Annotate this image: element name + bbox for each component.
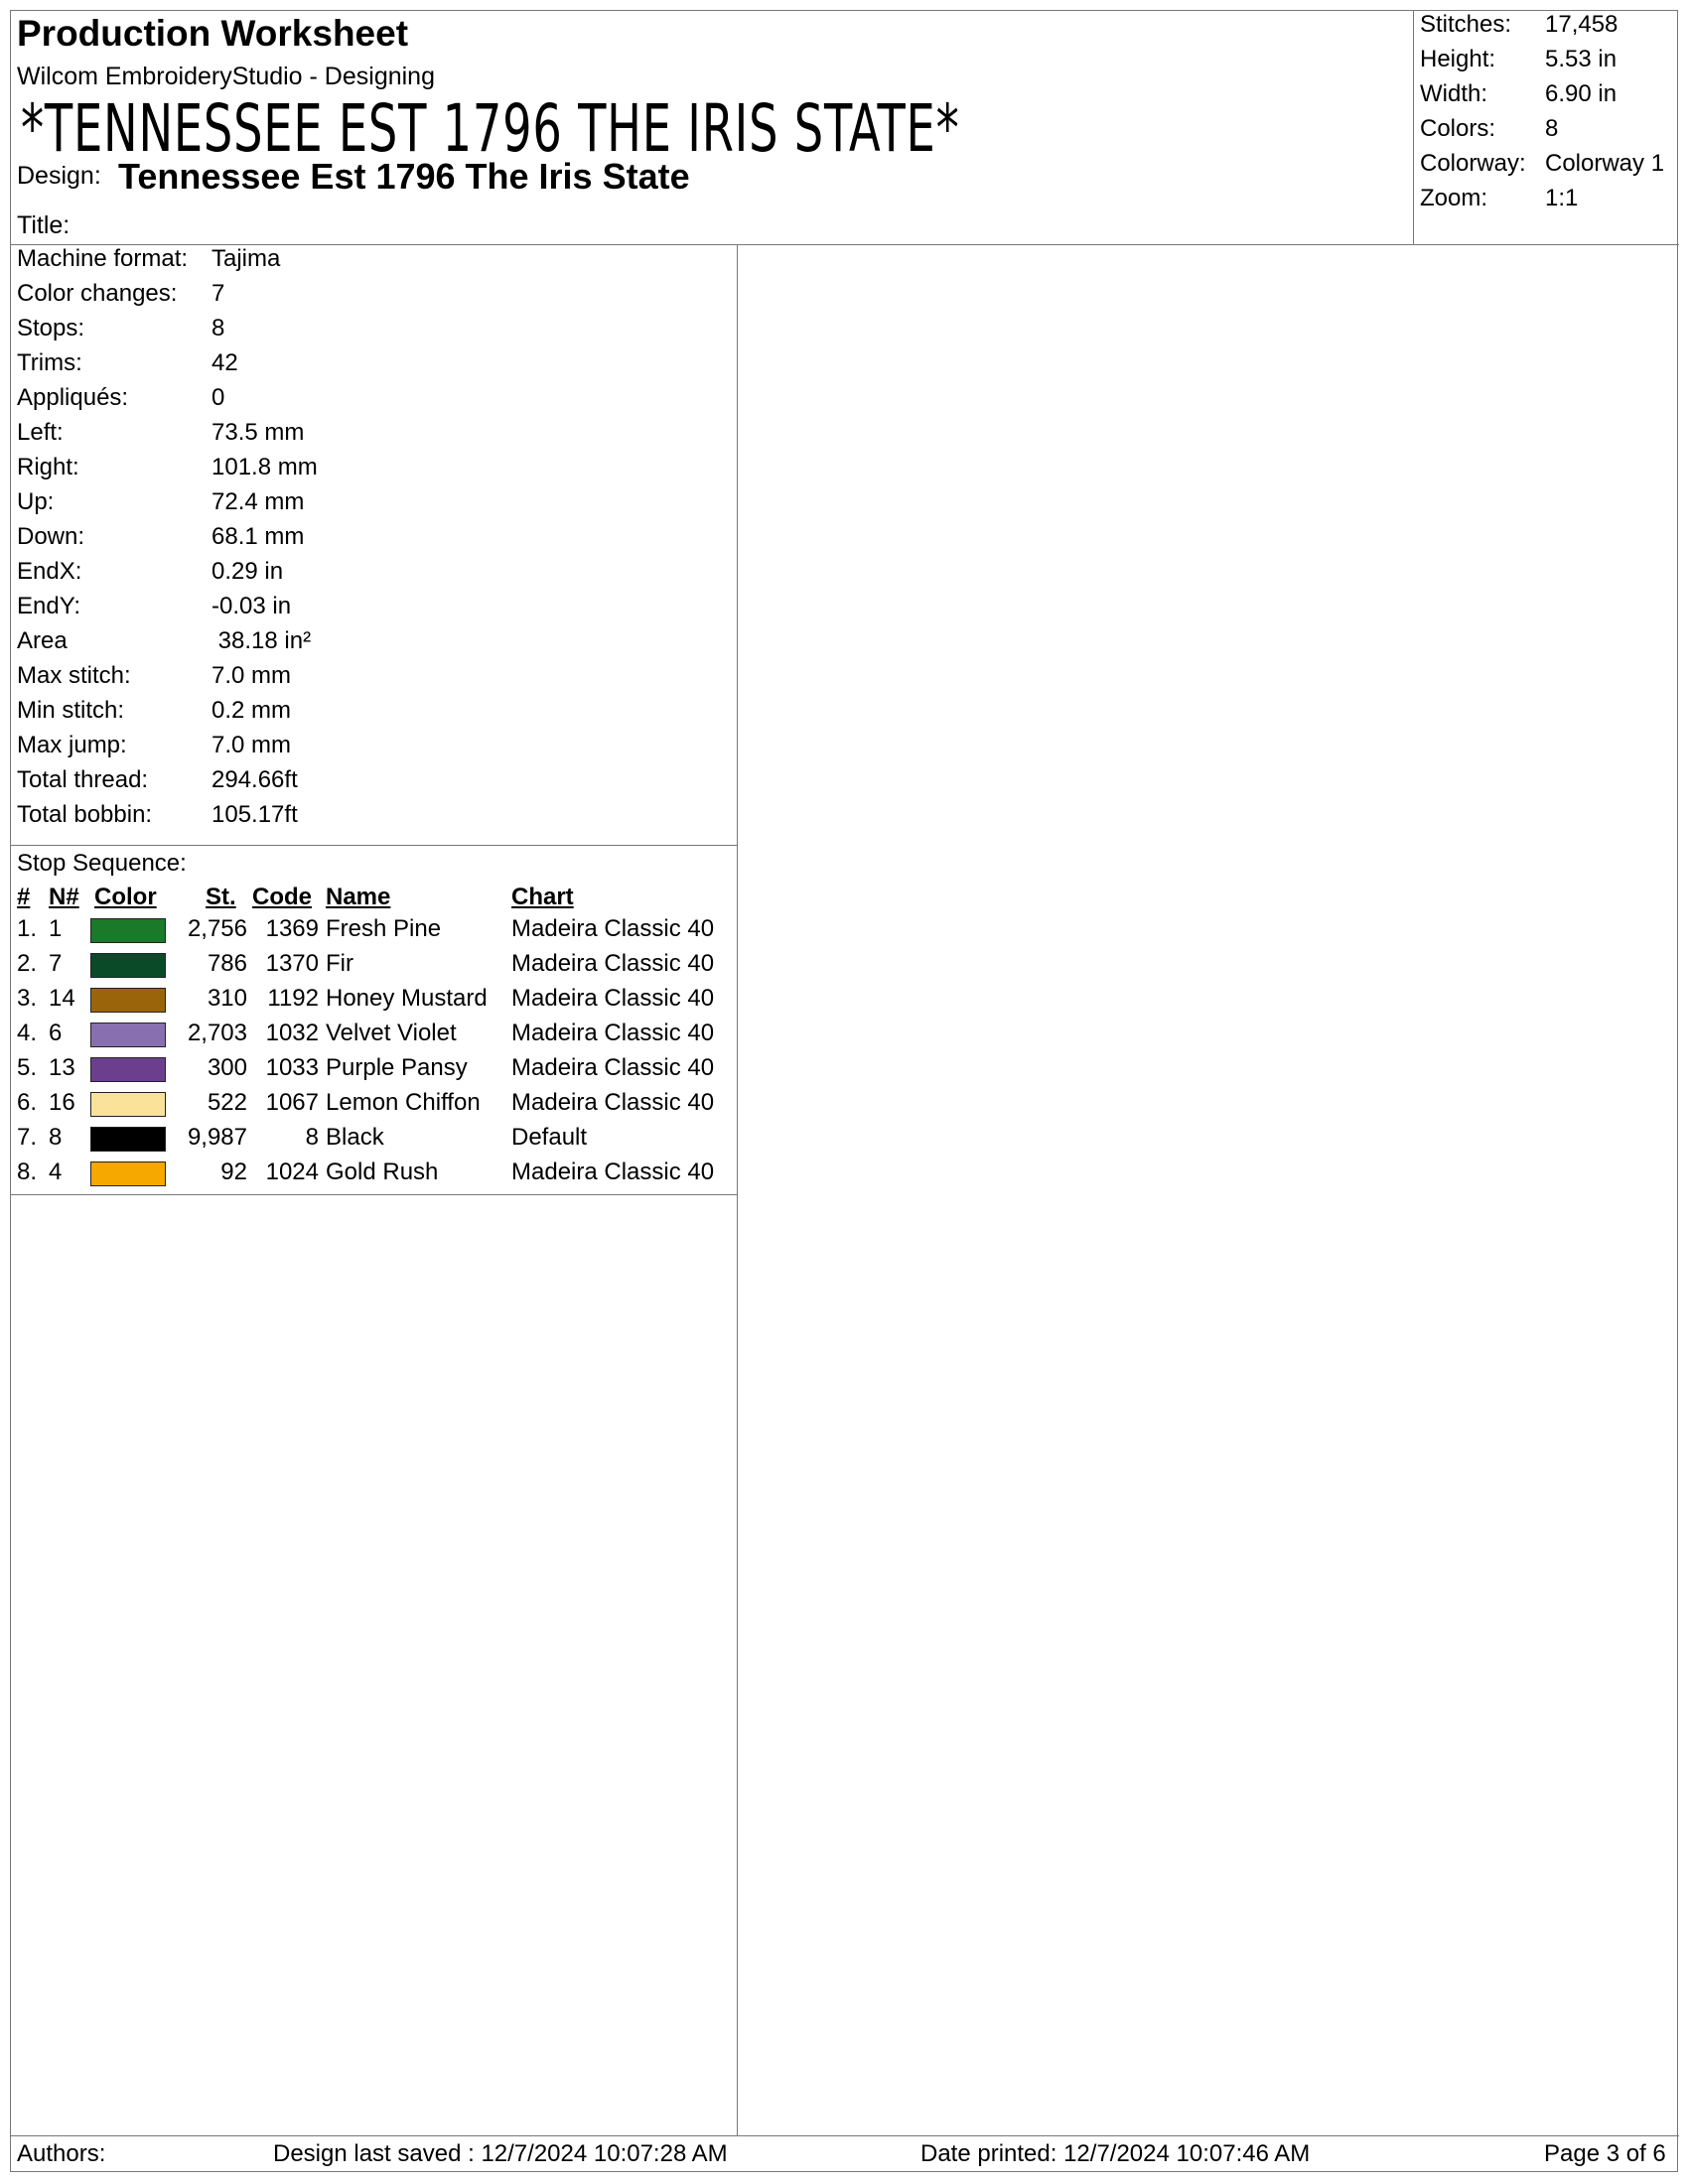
col-header-code: Code [252, 884, 312, 910]
stop-num: 4. [17, 1020, 38, 1046]
stop-code: 1370 [265, 950, 319, 977]
stop-name: Velvet Violet [326, 1020, 457, 1046]
col-header-stitches: St. [206, 884, 236, 910]
stat-value: 38.18 in² [211, 627, 312, 654]
stat-label: Color changes: [17, 280, 178, 307]
stop-code: 1032 [265, 1020, 319, 1046]
stat-value: 73.5 mm [211, 419, 305, 446]
stop-row [11, 1089, 738, 1124]
stop-code: 1067 [265, 1089, 319, 1116]
stop-num: 8. [17, 1159, 38, 1185]
stop-row [11, 1020, 738, 1054]
worksheet-header [11, 11, 1679, 245]
doc-title: Production Worksheet [17, 13, 409, 54]
stop-stitches: 786 [207, 950, 247, 977]
stat-label: Down: [17, 523, 85, 550]
stop-num: 5. [17, 1054, 38, 1081]
details-column [11, 245, 738, 2135]
stop-num: 3. [17, 985, 38, 1012]
stop-needle: 8 [49, 1124, 63, 1151]
stat-label: Max jump: [17, 732, 127, 758]
stop-needle: 6 [49, 1020, 63, 1046]
stat-label: Machine format: [17, 245, 189, 272]
stop-chart: Madeira Classic 40 [511, 1054, 715, 1081]
footer-authors: Authors: [17, 2140, 106, 2167]
stop-chart: Madeira Classic 40 [511, 1089, 715, 1116]
stop-name: Purple Pansy [326, 1054, 468, 1081]
worksheet-frame [10, 10, 1678, 2172]
stop-name: Fresh Pine [326, 915, 442, 942]
stop-stitches: 2,703 [187, 1020, 247, 1046]
stop-needle: 14 [49, 985, 75, 1012]
stat-label: Left: [17, 419, 64, 446]
stat-value: 0.29 in [211, 558, 284, 585]
stat-label: EndX: [17, 558, 82, 585]
stat-label: Appliqués: [17, 384, 129, 411]
stop-num: 7. [17, 1124, 38, 1151]
stop-num: 2. [17, 950, 38, 977]
footer-date-printed: Date printed: 12/7/2024 10:07:46 AM [920, 2140, 1311, 2167]
stop-stitches: 522 [207, 1089, 247, 1116]
stop-name: Gold Rush [326, 1159, 439, 1185]
stat-value: Tajima [211, 245, 281, 272]
color-swatch [90, 1092, 166, 1117]
stat-value: 72.4 mm [211, 488, 305, 515]
stop-needle: 1 [49, 915, 63, 942]
stop-code: 1024 [265, 1159, 319, 1185]
stop-code: 1369 [265, 915, 319, 942]
summary-value: 5.53 in [1545, 46, 1618, 72]
stop-code: 1192 [267, 985, 319, 1012]
stat-label: Area [17, 627, 68, 654]
stop-stitches: 9,987 [187, 1124, 247, 1151]
stop-name: Fir [326, 950, 353, 977]
col-header-color: Color [94, 884, 157, 910]
stop-needle: 4 [49, 1159, 63, 1185]
stat-value: 8 [211, 315, 225, 341]
stat-value: 0.2 mm [211, 697, 292, 724]
stat-value: 105.17ft [211, 801, 298, 828]
stat-value: -0.03 in [211, 593, 292, 619]
stat-label: Total bobbin: [17, 801, 153, 828]
worksheet-footer [11, 2135, 1679, 2171]
title-label: Title: [17, 211, 70, 239]
col-header-num: # [17, 884, 31, 910]
stop-row [11, 1124, 738, 1159]
summary-value: 8 [1545, 115, 1559, 142]
stat-label: Trims: [17, 349, 82, 376]
col-header-needle: N# [49, 884, 79, 910]
stop-chart: Madeira Classic 40 [511, 985, 715, 1012]
stop-row [11, 985, 738, 1020]
color-swatch [90, 918, 166, 943]
stop-stitches: 300 [207, 1054, 247, 1081]
stop-chart: Madeira Classic 40 [511, 915, 715, 942]
stat-label: Min stitch: [17, 697, 125, 724]
design-value: Tennessee Est 1796 The Iris State [118, 156, 690, 197]
stat-value: 101.8 mm [211, 454, 318, 480]
color-swatch [90, 1161, 166, 1186]
design-name-banner: *TENNESSEE EST 1796 THE IRIS STATE* [21, 90, 960, 167]
stop-name: Black [326, 1124, 384, 1151]
color-swatch [90, 1023, 166, 1047]
stat-value: 42 [211, 349, 238, 376]
stop-row [11, 950, 738, 985]
stop-chart: Madeira Classic 40 [511, 950, 715, 977]
stop-chart: Default [511, 1124, 588, 1151]
stat-value: 7.0 mm [211, 662, 292, 689]
summary-value: Colorway 1 [1545, 150, 1665, 177]
summary-label: Colors: [1420, 115, 1496, 142]
stop-code: 8 [305, 1124, 319, 1151]
stat-label: Right: [17, 454, 79, 480]
stat-label: Stops: [17, 315, 85, 341]
stat-label: Max stitch: [17, 662, 131, 689]
footer-last-saved: Design last saved : 12/7/2024 10:07:28 AM [273, 2140, 728, 2167]
machine-stats [11, 245, 738, 846]
stop-name: Lemon Chiffon [326, 1089, 481, 1116]
col-header-name: Name [326, 884, 391, 910]
stat-value: 294.66ft [211, 766, 298, 793]
stat-value: 7 [211, 280, 225, 307]
stop-row [11, 1159, 738, 1193]
stat-label: EndY: [17, 593, 81, 619]
summary-value: 17,458 [1545, 11, 1618, 38]
summary-value: 6.90 in [1545, 80, 1618, 107]
stop-row [11, 915, 738, 950]
stat-label: Up: [17, 488, 55, 515]
stop-sequence-title: Stop Sequence: [17, 850, 187, 877]
stop-num: 6. [17, 1089, 38, 1116]
stop-stitches: 310 [207, 985, 247, 1012]
stop-stitches: 2,756 [187, 915, 247, 942]
stat-value: 7.0 mm [211, 732, 292, 758]
stop-name: Honey Mustard [326, 985, 488, 1012]
stat-label: Total thread: [17, 766, 149, 793]
summary-label: Stitches: [1420, 11, 1512, 38]
col-header-chart: Chart [511, 884, 574, 910]
stat-value: 0 [211, 384, 225, 411]
stop-chart: Madeira Classic 40 [511, 1020, 715, 1046]
footer-page-number: Page 3 of 6 [1544, 2140, 1666, 2167]
design-label: Design: [17, 162, 101, 190]
app-name: Wilcom EmbroideryStudio - Designing [17, 63, 435, 90]
stat-value: 68.1 mm [211, 523, 305, 550]
summary-label: Height: [1420, 46, 1496, 72]
summary-value: 1:1 [1545, 185, 1579, 211]
color-swatch [90, 1127, 166, 1152]
stop-code: 1033 [265, 1054, 319, 1081]
stop-chart: Madeira Classic 40 [511, 1159, 715, 1185]
stop-needle: 7 [49, 950, 63, 977]
stop-needle: 16 [49, 1089, 75, 1116]
summary-label: Colorway: [1420, 150, 1526, 177]
color-swatch [90, 953, 166, 978]
summary-label: Zoom: [1420, 185, 1488, 211]
color-swatch [90, 1057, 166, 1082]
summary-panel [1413, 11, 1679, 245]
summary-label: Width: [1420, 80, 1488, 107]
stop-needle: 13 [49, 1054, 75, 1081]
stop-sequence [11, 846, 738, 1195]
color-swatch [90, 988, 166, 1013]
stop-stitches: 92 [220, 1159, 247, 1185]
stop-num: 1. [17, 915, 38, 942]
stop-row [11, 1054, 738, 1089]
